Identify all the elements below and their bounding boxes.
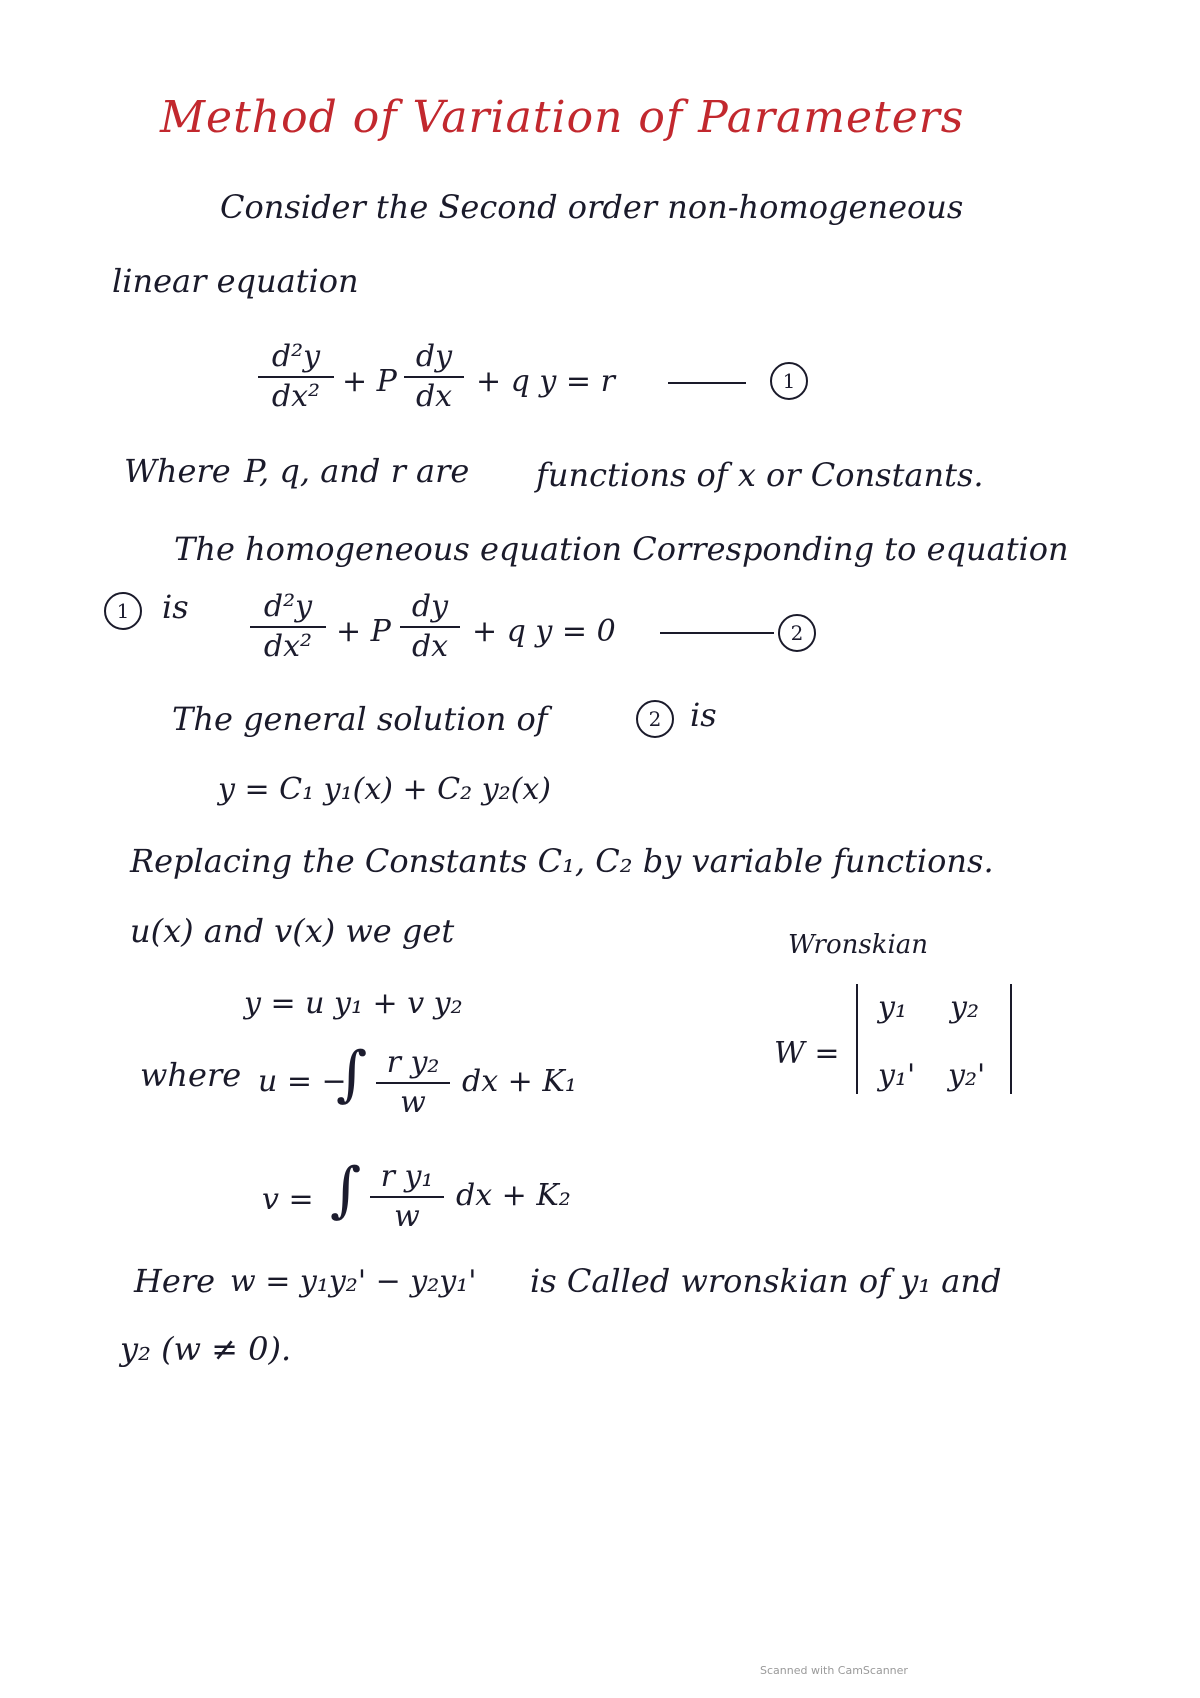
closing-w-definition: w = y₁y₂' − y₂y₁' [230, 1264, 477, 1299]
homog-is: is [162, 588, 189, 626]
u-frac-bar [376, 1082, 450, 1084]
general-ref-badge: 2 [636, 700, 674, 738]
y-general-form: y = u y₁ + v y₂ [244, 986, 463, 1021]
eq2-frac-first-derivative [400, 590, 460, 664]
eq1-frac-first-derivative [404, 340, 464, 414]
v-frac-bar [370, 1196, 444, 1198]
intro-line-1: Consider the Second order non-homogeneous [220, 188, 964, 226]
v-frac-num: r y₁ [380, 1159, 434, 1194]
u-fraction [376, 1046, 450, 1120]
u-frac-num: r y₂ [386, 1045, 440, 1080]
closing-tail: is Called wronskian of y₁ and [530, 1262, 1002, 1300]
eq1-frac2-bar [404, 376, 464, 378]
eq1-leader-line [668, 382, 746, 384]
eq2-frac-second-derivative [250, 590, 326, 664]
v-integral-sign: ∫ [330, 1155, 362, 1225]
homog-line-1: The homogeneous equation Corresponding to equation [174, 530, 1069, 568]
where-tail: functions of x or Constants. [536, 456, 984, 494]
eq2-frac2-num: dy [411, 589, 449, 624]
eq1-frac1-bar [258, 376, 334, 378]
wronskian-heading: Wronskian [788, 930, 929, 960]
v-tail: dx + K₂ [456, 1178, 571, 1213]
eq1-rest: + q y = r [476, 364, 615, 399]
v-frac-den: w [394, 1199, 420, 1234]
wronskian-w-eq: W = [774, 1036, 840, 1071]
intro-line-2: linear equation [112, 262, 359, 300]
closing-line-2: y₂ (w ≠ 0). [120, 1330, 292, 1368]
determinant-left-bar [856, 984, 858, 1094]
eq2-number-badge: 2 [778, 614, 816, 652]
eq2-frac1-den: dx² [263, 629, 313, 664]
general-is: is [690, 696, 717, 734]
det-a11: y₁ [878, 990, 907, 1025]
det-a21: y₁' [878, 1058, 916, 1093]
replacing-line-2: u(x) and v(x) we get [130, 912, 455, 950]
eq1-frac1-num: d²y [271, 339, 321, 374]
u-frac-den: w [400, 1085, 426, 1120]
u-lhs: u = − [258, 1064, 347, 1099]
closing-lead: Here [134, 1262, 216, 1300]
where-lead: Where [124, 452, 231, 490]
eq1-number-badge: 1 [770, 362, 808, 400]
eq2-frac1-num: d²y [263, 589, 313, 624]
eq2-plus-p: + P [336, 614, 391, 649]
eq1-frac2-den: dx [415, 379, 453, 414]
replacing-line-1: Replacing the Constants C₁, C₂ by variable functions. [130, 842, 994, 880]
page-title: Method of Variation of Parameters [160, 92, 965, 143]
det-a22: y₂' [948, 1058, 986, 1093]
det-a12: y₂ [950, 990, 979, 1025]
u-tail: dx + K₁ [462, 1064, 577, 1099]
u-integral-sign: ∫ [336, 1039, 368, 1109]
v-lhs: v = [262, 1182, 314, 1217]
eq2-leader-line [660, 632, 774, 634]
eq1-frac1-den: dx² [271, 379, 321, 414]
general-text: The general solution of [172, 700, 548, 738]
scanner-watermark: Scanned with CamScanner [760, 1664, 908, 1677]
eq1-plus-p: + P [342, 364, 397, 399]
eq2-frac1-bar [250, 626, 326, 628]
v-fraction [370, 1160, 444, 1234]
general-solution-eq: y = C₁ y₁(x) + C₂ y₂(x) [218, 772, 552, 807]
where-label: where [140, 1056, 242, 1094]
eq2-frac2-bar [400, 626, 460, 628]
eq2-rest: + q y = 0 [472, 614, 616, 649]
determinant-right-bar [1010, 984, 1012, 1094]
eq1-frac-second-derivative [258, 340, 334, 414]
eq2-frac2-den: dx [411, 629, 449, 664]
where-mid: P, q, and r are [244, 452, 470, 490]
homog-ref-badge: 1 [104, 592, 142, 630]
eq1-frac2-num: dy [415, 339, 453, 374]
